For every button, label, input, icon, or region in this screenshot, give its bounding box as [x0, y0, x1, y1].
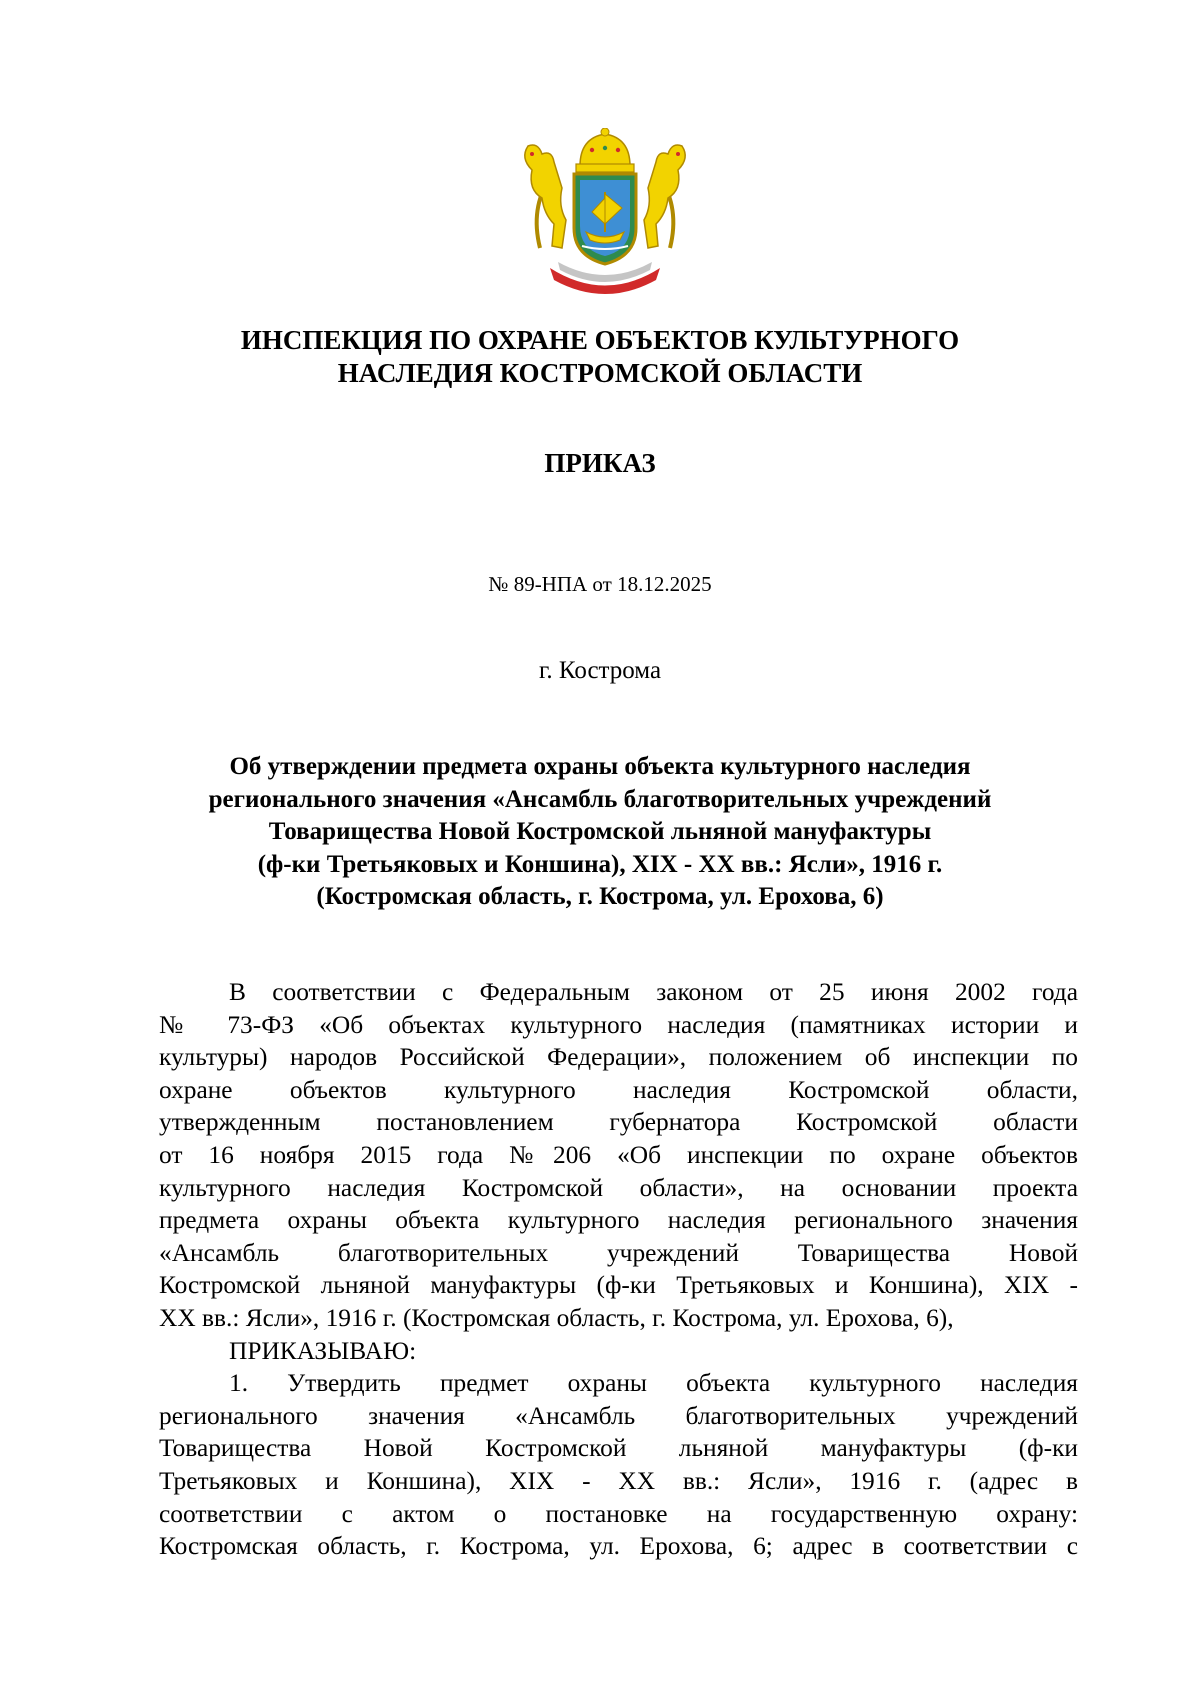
preamble-line: Костромской льняной мануфактуры (ф-ки Третьяковых и Коншина), XIX -	[159, 1271, 1078, 1300]
preamble-line: XX вв.: Ясли», 1916 г. (Костромская область, г. Кострома, ул. Ерохова, 6),	[159, 1303, 954, 1332]
item1-line: Товарищества Новой Костромской льняной мануфактуры (ф-ки	[159, 1434, 1078, 1463]
order-word: ПРИКАЗЫВАЮ:	[229, 1336, 417, 1365]
preamble-line: № 73-ФЗ «Об объектах культурного наследия (памятниках истории и	[159, 1010, 1078, 1039]
agency-name	[100, 324, 1100, 390]
document-number-date: № 89-НПА от 18.12.2025	[488, 572, 712, 596]
subject-line: Товарищества Новой Костромской льняной мануфактуры	[268, 818, 932, 845]
item1-line: Третьяковых и Коншина), XIX - XX вв.: Ясли», 1916 г. (адрес в	[159, 1466, 1078, 1495]
preamble-line: «Ансамбль благотворительных учреждений Товарищества Новой	[159, 1238, 1078, 1267]
item1-line: 1. Утвердить предмет охраны объекта культурного наследия	[229, 1369, 1078, 1398]
preamble-line: культурного наследия Костромской области», на основании проекта	[159, 1173, 1078, 1202]
agency-name-line: НАСЛЕДИЯ КОСТРОМСКОЙ ОБЛАСТИ	[337, 358, 863, 388]
document-city: г. Кострома	[538, 657, 662, 684]
document-type: ПРИКАЗ	[544, 448, 656, 478]
preamble-line: предмета охраны объекта культурного наследия регионального значения	[159, 1206, 1078, 1235]
subject-line: (Костромская область, г. Кострома, ул. Ерохова, 6)	[316, 883, 884, 910]
subject-line: Об утверждении предмета охраны объекта культурного наследия	[229, 753, 971, 780]
subject-line: (ф-ки Третьяковых и Коншина), XIX - XX вв.: Ясли», 1916 г.	[257, 850, 943, 878]
kostroma-coat-of-arms-icon	[510, 128, 700, 296]
preamble-line: охране объектов культурного наследия Костромской области,	[159, 1075, 1078, 1104]
agency-name-line: ИНСПЕКЦИЯ ПО ОХРАНЕ ОБЪЕКТОВ КУЛЬТУРНОГО	[240, 325, 960, 355]
document-subject	[100, 751, 1100, 914]
preamble-line: В соответствии с Федеральным законом от 25 июня 2002 года	[229, 978, 1078, 1006]
preamble-line: утвержденным постановлением губернатора Костромской области	[159, 1108, 1078, 1137]
item1-line: соответствии с актом о постановке на государственную охрану:	[159, 1499, 1078, 1528]
item1-line: Костромская область, г. Кострома, ул. Ерохова, 6; адрес в соответствии с	[159, 1532, 1078, 1561]
preamble-line: культуры) народов Российской Федерации», положением об инспекции по	[159, 1043, 1078, 1072]
subject-line: регионального значения «Ансамбль благотворительных учреждений	[208, 785, 992, 813]
item1-line: регионального значения «Ансамбль благотворительных учреждений	[159, 1401, 1078, 1430]
document-body	[159, 976, 1078, 1563]
preamble-line: от 16 ноября 2015 года №206 «Об инспекции по охране объектов	[159, 1140, 1078, 1169]
